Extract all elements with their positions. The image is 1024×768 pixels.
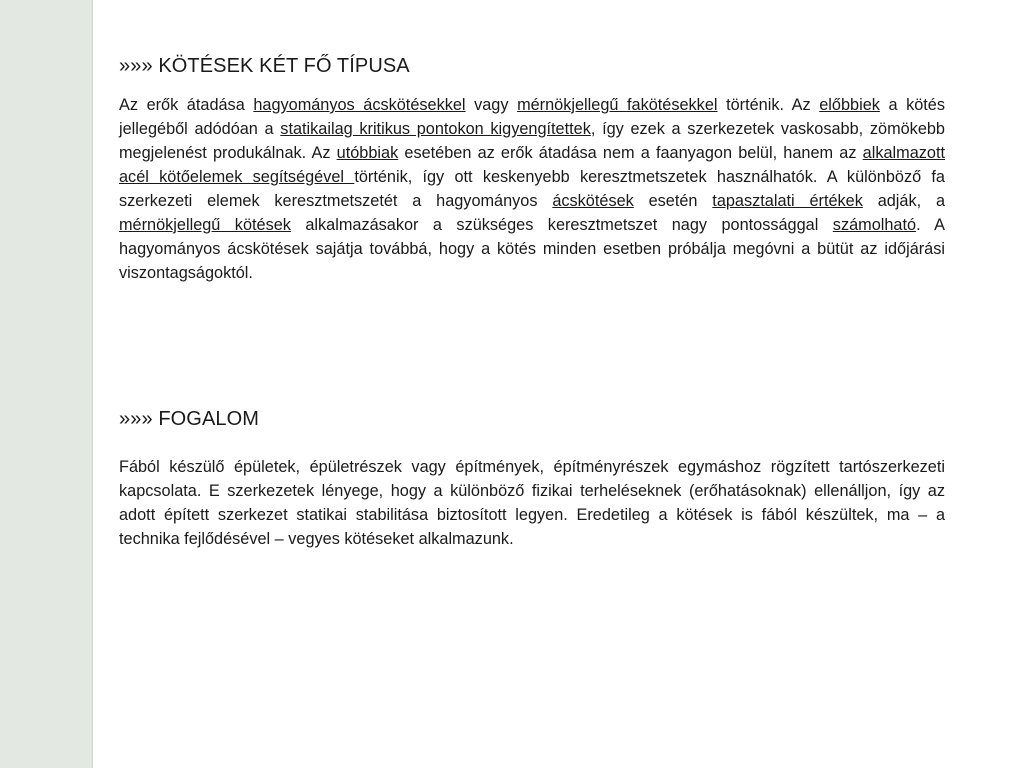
section-heading-concept: »»» FOGALOM xyxy=(119,408,260,430)
section-body-joint-types xyxy=(119,93,945,285)
term-empirical-values: tapasztalati értékek xyxy=(712,192,863,210)
text-run: , így ezek a szerkezetek vaskosabb, zömökebb megjelenést produkálnak. Az xyxy=(119,120,945,162)
term-traditional-carpentry-joints: hagyományos ácskötésekkel xyxy=(253,96,466,114)
term-steel-fasteners: alkalmazott acél kötőelemek segítségével xyxy=(119,144,945,186)
text-run: . A hagyományos ácskötések sajátja továbbá, hogy a kötés minden esetben próbálja megóvni a bütüt az időjárási viszontagságoktól. xyxy=(119,216,945,282)
section-heading-joint-types: »»» KÖTÉSEK KÉT FŐ TÍPUSA xyxy=(119,55,410,77)
section-body-concept: Fából készülő épületek, épületrészek vagy építmények, építményrészek egymáshoz rögzített tartószerkezeti kapcsolata. E szerkezetek lényege, hogy a különböző fizikai terheléseknek (erőhatásoknak) ellenálljon, így az adott épített szerkezet statikai stabilitása biztosított legyen. Eredetileg a kötések is fából készültek, ma – a technika fejlődésével – vegyes kötéseket alkalmazunk. xyxy=(119,458,945,548)
text-run: történik. Az xyxy=(717,96,820,114)
text-run: történik, így ott keskenyebb keresztmetszetek használhatók. A különböző fa szerkezeti elemek keresztmetszetét a hagyományos xyxy=(119,168,945,210)
term-engineered-joints: mérnökjellegű kötések xyxy=(119,216,291,234)
text-run: adják, a xyxy=(862,192,946,210)
text-run: a kötés jellegéből adódóan a xyxy=(119,96,945,138)
term-engineered-timber-joints: mérnökjellegű fakötésekkel xyxy=(517,96,718,114)
text-run: vagy xyxy=(465,96,518,114)
term-latter: utóbbiak xyxy=(336,144,399,162)
text-run: Az erők átadása xyxy=(119,96,254,114)
text-run: esetében az erők átadása nem a faanyagon belül, hanem az xyxy=(398,144,863,162)
term-calculable: számolható xyxy=(832,216,917,234)
term-weakened-critical-points: statikailag kritikus pontokon kigyengítettek xyxy=(280,120,591,138)
left-decorative-band xyxy=(0,0,93,768)
text-run: esetén xyxy=(633,192,713,210)
term-carpentry-joints: ácskötések xyxy=(552,192,634,210)
term-former: előbbiek xyxy=(819,96,880,114)
text-run: alkalmazásakor a szükséges keresztmetszet nagy pontossággal xyxy=(290,216,833,234)
